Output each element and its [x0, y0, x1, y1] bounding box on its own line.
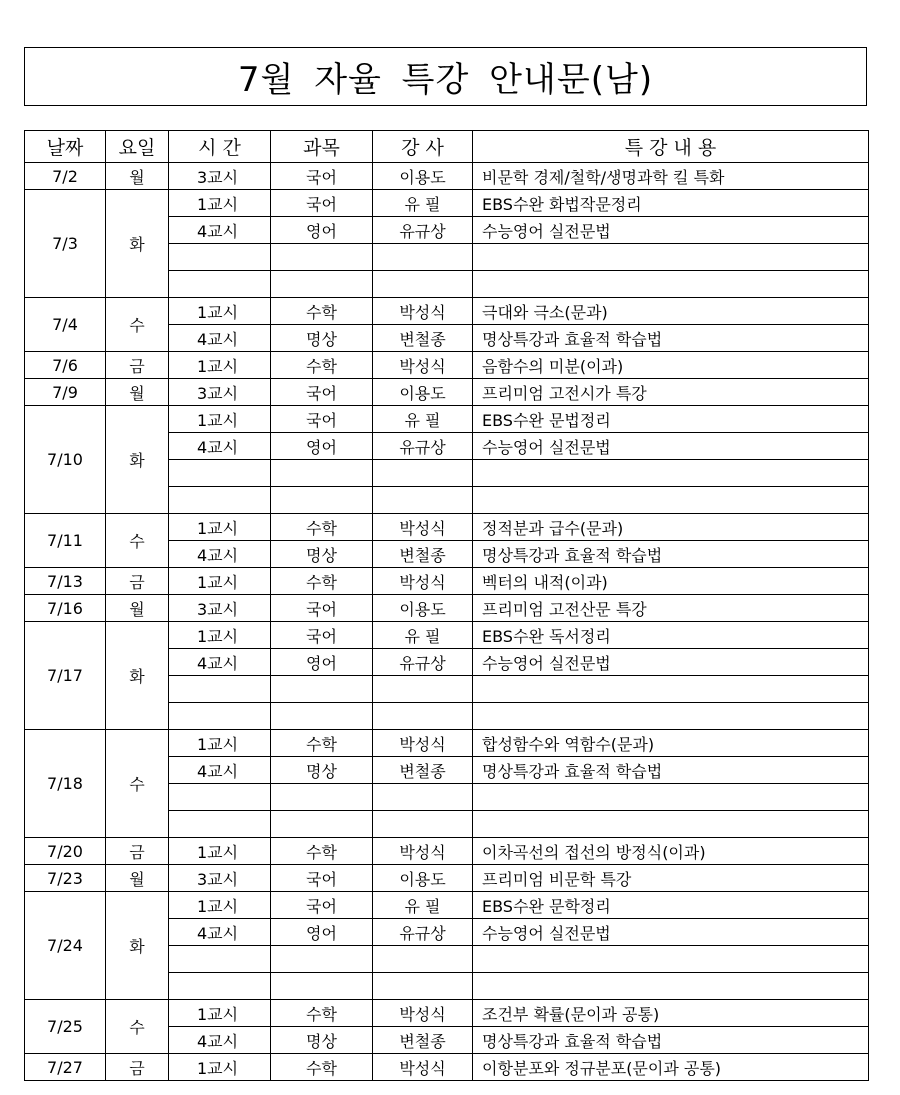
subject-cell: 영어 [271, 649, 373, 676]
header-row [25, 131, 869, 163]
period-cell: 3교시 [169, 379, 271, 406]
date-cell: 7/3 [25, 190, 106, 298]
period-cell [169, 973, 271, 1000]
period-cell [169, 811, 271, 838]
table-row [25, 298, 869, 325]
table-header [25, 131, 869, 163]
period-cell: 4교시 [169, 541, 271, 568]
table-row [25, 865, 869, 892]
teacher-cell: 유규상 [373, 919, 473, 946]
date-cell: 7/11 [25, 514, 106, 568]
subject-cell: 수학 [271, 514, 373, 541]
date-cell: 7/13 [25, 568, 106, 595]
day-cell: 수 [106, 730, 169, 838]
period-cell: 4교시 [169, 217, 271, 244]
teacher-cell: 이용도 [373, 379, 473, 406]
period-cell [169, 487, 271, 514]
content-cell [473, 460, 869, 487]
content-cell: 수능영어 실전문법 [473, 649, 869, 676]
day-cell: 화 [106, 892, 169, 1000]
teacher-cell: 박성식 [373, 1000, 473, 1027]
subject-cell [271, 244, 373, 271]
header-content: 특 강 내 용 [473, 131, 869, 163]
date-cell: 7/4 [25, 298, 106, 352]
content-cell: EBS수완 독서정리 [473, 622, 869, 649]
content-cell: 프리미엄 고전산문 특강 [473, 595, 869, 622]
header-subject: 과목 [271, 131, 373, 163]
content-cell: 정적분과 급수(문과) [473, 514, 869, 541]
day-cell: 월 [106, 163, 169, 190]
table-row [25, 1054, 869, 1081]
header-time: 시 간 [169, 131, 271, 163]
date-cell: 7/18 [25, 730, 106, 838]
subject-cell [271, 811, 373, 838]
teacher-cell [373, 946, 473, 973]
content-cell: 합성함수와 역함수(문과) [473, 730, 869, 757]
content-cell: 이항분포와 정규분포(문이과 공통) [473, 1054, 869, 1081]
period-cell: 1교시 [169, 1054, 271, 1081]
content-cell [473, 244, 869, 271]
table-row [25, 838, 869, 865]
subject-cell: 수학 [271, 1054, 373, 1081]
content-cell [473, 811, 869, 838]
teacher-cell: 이용도 [373, 163, 473, 190]
period-cell [169, 946, 271, 973]
period-cell: 3교시 [169, 595, 271, 622]
date-cell: 7/17 [25, 622, 106, 730]
table-row [25, 595, 869, 622]
content-cell: 프리미엄 고전시가 특강 [473, 379, 869, 406]
teacher-cell: 박성식 [373, 352, 473, 379]
subject-cell [271, 703, 373, 730]
subject-cell: 명상 [271, 757, 373, 784]
content-cell: 수능영어 실전문법 [473, 433, 869, 460]
page-title: 7월 자율 특강 안내문(남) [237, 60, 654, 100]
subject-cell: 국어 [271, 163, 373, 190]
content-cell: 비문학 경제/철학/생명과학 킬 특화 [473, 163, 869, 190]
teacher-cell: 박성식 [373, 298, 473, 325]
period-cell: 4교시 [169, 433, 271, 460]
subject-cell: 영어 [271, 433, 373, 460]
content-cell [473, 487, 869, 514]
period-cell: 4교시 [169, 1027, 271, 1054]
subject-cell: 수학 [271, 568, 373, 595]
period-cell: 4교시 [169, 757, 271, 784]
subject-cell: 명상 [271, 541, 373, 568]
subject-cell: 영어 [271, 217, 373, 244]
teacher-cell: 유 필 [373, 892, 473, 919]
subject-cell: 국어 [271, 190, 373, 217]
day-cell: 수 [106, 1000, 169, 1054]
teacher-cell [373, 244, 473, 271]
teacher-cell: 변철종 [373, 757, 473, 784]
subject-cell: 명상 [271, 1027, 373, 1054]
day-cell: 월 [106, 595, 169, 622]
teacher-cell: 이용도 [373, 865, 473, 892]
content-cell [473, 946, 869, 973]
content-cell: 명상특강과 효율적 학습법 [473, 757, 869, 784]
content-cell [473, 271, 869, 298]
table-body [25, 163, 869, 1081]
teacher-cell: 유규상 [373, 433, 473, 460]
period-cell: 1교시 [169, 892, 271, 919]
subject-cell: 수학 [271, 1000, 373, 1027]
teacher-cell [373, 703, 473, 730]
date-cell: 7/10 [25, 406, 106, 514]
table-row [25, 730, 869, 757]
period-cell: 1교시 [169, 622, 271, 649]
subject-cell: 명상 [271, 325, 373, 352]
content-cell: EBS수완 화법작문정리 [473, 190, 869, 217]
day-cell: 금 [106, 352, 169, 379]
day-cell: 화 [106, 622, 169, 730]
period-cell: 3교시 [169, 163, 271, 190]
period-cell: 1교시 [169, 352, 271, 379]
teacher-cell [373, 460, 473, 487]
teacher-cell: 박성식 [373, 568, 473, 595]
date-cell: 7/2 [25, 163, 106, 190]
day-cell: 금 [106, 568, 169, 595]
period-cell [169, 244, 271, 271]
subject-cell: 국어 [271, 622, 373, 649]
content-cell: 명상특강과 효율적 학습법 [473, 325, 869, 352]
subject-cell [271, 487, 373, 514]
day-cell: 금 [106, 838, 169, 865]
period-cell: 1교시 [169, 298, 271, 325]
date-cell: 7/20 [25, 838, 106, 865]
teacher-cell: 유 필 [373, 190, 473, 217]
table-row [25, 1000, 869, 1027]
teacher-cell: 유 필 [373, 406, 473, 433]
content-cell: 벡터의 내적(이과) [473, 568, 869, 595]
day-cell: 월 [106, 865, 169, 892]
period-cell [169, 703, 271, 730]
content-cell: 조건부 확률(문이과 공통) [473, 1000, 869, 1027]
teacher-cell [373, 973, 473, 1000]
date-cell: 7/25 [25, 1000, 106, 1054]
content-cell: EBS수완 문법정리 [473, 406, 869, 433]
teacher-cell: 변철종 [373, 541, 473, 568]
content-cell [473, 703, 869, 730]
period-cell [169, 676, 271, 703]
content-cell: 수능영어 실전문법 [473, 919, 869, 946]
subject-cell: 국어 [271, 865, 373, 892]
period-cell: 1교시 [169, 406, 271, 433]
subject-cell: 수학 [271, 838, 373, 865]
table-row [25, 406, 869, 433]
teacher-cell: 유 필 [373, 622, 473, 649]
date-cell: 7/24 [25, 892, 106, 1000]
subject-cell [271, 271, 373, 298]
header-day: 요일 [106, 131, 169, 163]
subject-cell: 국어 [271, 892, 373, 919]
teacher-cell: 유규상 [373, 217, 473, 244]
period-cell: 3교시 [169, 865, 271, 892]
teacher-cell [373, 271, 473, 298]
content-cell: 명상특강과 효율적 학습법 [473, 1027, 869, 1054]
subject-cell [271, 946, 373, 973]
period-cell: 1교시 [169, 730, 271, 757]
table-row [25, 352, 869, 379]
teacher-cell: 박성식 [373, 1054, 473, 1081]
period-cell: 4교시 [169, 649, 271, 676]
content-cell: 프리미엄 비문학 특강 [473, 865, 869, 892]
day-cell: 금 [106, 1054, 169, 1081]
period-cell: 1교시 [169, 1000, 271, 1027]
header-date: 날짜 [25, 131, 106, 163]
date-cell: 7/23 [25, 865, 106, 892]
content-cell: 이차곡선의 접선의 방정식(이과) [473, 838, 869, 865]
subject-cell: 국어 [271, 379, 373, 406]
teacher-cell [373, 784, 473, 811]
subject-cell: 국어 [271, 595, 373, 622]
day-cell: 화 [106, 406, 169, 514]
teacher-cell: 박성식 [373, 730, 473, 757]
subject-cell: 수학 [271, 298, 373, 325]
table-row [25, 163, 869, 190]
period-cell: 1교시 [169, 514, 271, 541]
table-row [25, 190, 869, 217]
schedule-table [24, 130, 869, 1081]
period-cell: 1교시 [169, 838, 271, 865]
day-cell: 화 [106, 190, 169, 298]
teacher-cell: 변철종 [373, 1027, 473, 1054]
day-cell: 월 [106, 379, 169, 406]
subject-cell [271, 973, 373, 1000]
subject-cell: 국어 [271, 406, 373, 433]
content-cell: 극대와 극소(문과) [473, 298, 869, 325]
period-cell [169, 460, 271, 487]
day-cell: 수 [106, 298, 169, 352]
teacher-cell: 박성식 [373, 514, 473, 541]
content-cell: 명상특강과 효율적 학습법 [473, 541, 869, 568]
date-cell: 7/27 [25, 1054, 106, 1081]
table-row [25, 622, 869, 649]
content-cell [473, 676, 869, 703]
content-cell [473, 784, 869, 811]
teacher-cell: 이용도 [373, 595, 473, 622]
period-cell [169, 271, 271, 298]
content-cell [473, 973, 869, 1000]
teacher-cell: 변철종 [373, 325, 473, 352]
period-cell [169, 784, 271, 811]
table-row [25, 568, 869, 595]
teacher-cell: 박성식 [373, 838, 473, 865]
subject-cell: 수학 [271, 730, 373, 757]
title-box [24, 47, 867, 106]
subject-cell: 수학 [271, 352, 373, 379]
day-cell: 수 [106, 514, 169, 568]
subject-cell [271, 784, 373, 811]
content-cell: EBS수완 문학정리 [473, 892, 869, 919]
subject-cell [271, 676, 373, 703]
subject-cell: 영어 [271, 919, 373, 946]
teacher-cell [373, 487, 473, 514]
table-row [25, 514, 869, 541]
date-cell: 7/6 [25, 352, 106, 379]
teacher-cell: 유규상 [373, 649, 473, 676]
period-cell: 4교시 [169, 919, 271, 946]
teacher-cell [373, 811, 473, 838]
date-cell: 7/16 [25, 595, 106, 622]
table-row [25, 892, 869, 919]
content-cell: 수능영어 실전문법 [473, 217, 869, 244]
period-cell: 1교시 [169, 190, 271, 217]
header-teacher: 강 사 [373, 131, 473, 163]
date-cell: 7/9 [25, 379, 106, 406]
teacher-cell [373, 676, 473, 703]
table-row [25, 379, 869, 406]
content-cell: 음함수의 미분(이과) [473, 352, 869, 379]
period-cell: 1교시 [169, 568, 271, 595]
subject-cell [271, 460, 373, 487]
period-cell: 4교시 [169, 325, 271, 352]
